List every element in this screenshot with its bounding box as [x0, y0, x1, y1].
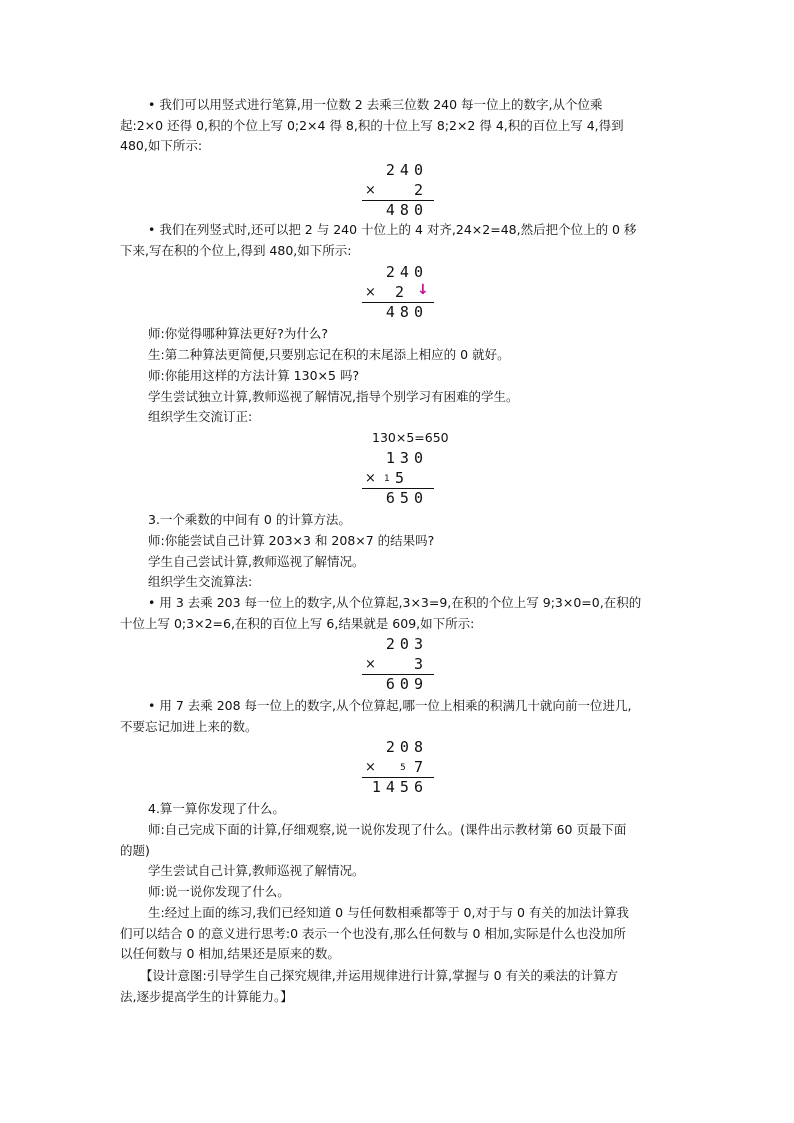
- design-intent-line: 法,逐步提高学生的计算能力。】: [120, 989, 293, 1004]
- paragraph-line: • 我们在列竖式时,还可以把 2 与 240 十位上的 4 对齐,24×2=48,然后把个位上的 0 移: [148, 222, 637, 237]
- carry-digit: 1: [384, 474, 390, 484]
- times-sign: ×: [365, 657, 376, 672]
- dialogue-line: 学生自己尝试计算,教师巡视了解情况。: [148, 554, 365, 569]
- design-intent-line: 【设计意图:引导学生自己探究规律,并运用规律进行计算,掌握与 0 有关的乘法的计算方: [140, 968, 619, 983]
- dialogue-line: 师:你能尝试自己计算 203×3 和 208×7 的结果吗?: [148, 533, 435, 548]
- dialogue-line: 师:自己完成下面的计算,仔细观察,说一说你发现了什么。(课件出示教材第 60 页最下面: [148, 822, 627, 837]
- vertical-multiplication-4: [362, 634, 434, 694]
- multiplier: 5: [394, 469, 409, 487]
- product: 609: [385, 675, 428, 693]
- multiplicand: 130: [385, 449, 428, 467]
- vertical-multiplication-1: [362, 160, 434, 220]
- multiplicand: 240: [385, 263, 428, 281]
- times-sign: ×: [365, 471, 376, 486]
- paragraph-line: 十位上写 0;3×2=6,在积的百位上写 6,结果就是 609,如下所示:: [120, 616, 475, 631]
- dialogue-line: 们可以结合 0 的意义进行思考:0 表示一个也没有,那么任何数与 0 相加,实际是什么也没加所: [120, 926, 626, 941]
- section-heading: 4.算一算你发现了什么。: [148, 801, 285, 816]
- dialogue-line: 师:你能用这样的方法计算 130×5 吗?: [148, 368, 360, 383]
- paragraph-line: • 用 3 去乘 203 每一位上的数字,从个位算起,3×3=9,在积的个位上写 9;3×0=0,在积的: [148, 595, 642, 610]
- times-sign: ×: [365, 183, 376, 198]
- times-sign: ×: [365, 760, 376, 775]
- vertical-multiplication-3: [362, 448, 434, 508]
- down-arrow-icon: ↓: [417, 282, 429, 298]
- paragraph-line: • 用 7 去乘 208 每一位上的数字,从个位算起,哪一位上相乘的积满几十就向前一位进几,: [148, 698, 632, 713]
- multiplier: 3: [413, 655, 428, 673]
- product: 480: [385, 303, 428, 321]
- multiplicand: 208: [385, 738, 428, 756]
- section-heading: 3.一个乘数的中间有 0 的计算方法。: [148, 512, 351, 527]
- product: 650: [385, 489, 428, 507]
- dialogue-line: 学生尝试独立计算,教师巡视了解情况,指导个别学习有困难的学生。: [148, 389, 519, 404]
- multiplicand: 240: [385, 161, 428, 179]
- paragraph-line: 480,如下所示:: [120, 138, 203, 153]
- dialogue-line: 师:你觉得哪种算法更好?为什么?: [148, 326, 328, 341]
- multiplier: 2: [413, 181, 428, 199]
- product: 1456: [371, 778, 428, 796]
- dialogue-line: 生:经过上面的练习,我们已经知道 0 与任何数相乘都等于 0,对于与 0 有关的加法计算我: [148, 905, 629, 920]
- multiplier: 7: [413, 758, 428, 776]
- multiplier: 2: [394, 283, 409, 301]
- paragraph-line: 不要忘记加进上来的数。: [120, 719, 258, 734]
- product: 480: [385, 201, 428, 219]
- paragraph-line: 下来,写在积的个位上,得到 480,如下所示:: [120, 243, 352, 258]
- paragraph-line: • 我们可以用竖式进行笔算,用一位数 2 去乘三位数 240 每一位上的数字,从个位乘: [148, 97, 603, 112]
- dialogue-line: 以任何数与 0 相加,结果还是原来的数。: [120, 946, 340, 961]
- vertical-multiplication-2: [362, 262, 434, 322]
- carry-digit: 5: [400, 763, 406, 773]
- multiplicand: 203: [385, 635, 428, 653]
- vertical-multiplication-5: [362, 737, 434, 797]
- times-sign: ×: [365, 285, 376, 300]
- equation: 130×5=650: [372, 430, 449, 445]
- dialogue-line: 学生尝试自己计算,教师巡视了解情况。: [148, 863, 365, 878]
- dialogue-line: 组织学生交流订正:: [148, 409, 253, 424]
- dialogue-line: 生:第二种算法更简便,只要别忘记在积的末尾添上相应的 0 就好。: [148, 347, 510, 362]
- dialogue-line: 组织学生交流算法:: [148, 574, 253, 589]
- dialogue-line: 师:说一说你发现了什么。: [148, 884, 290, 899]
- paragraph-line: 起:2×0 还得 0,积的个位上写 0;2×4 得 8,积的十位上写 8;2×2 得 4,积的百位上写 4,得到: [120, 118, 624, 133]
- dialogue-line: 的题): [120, 843, 150, 858]
